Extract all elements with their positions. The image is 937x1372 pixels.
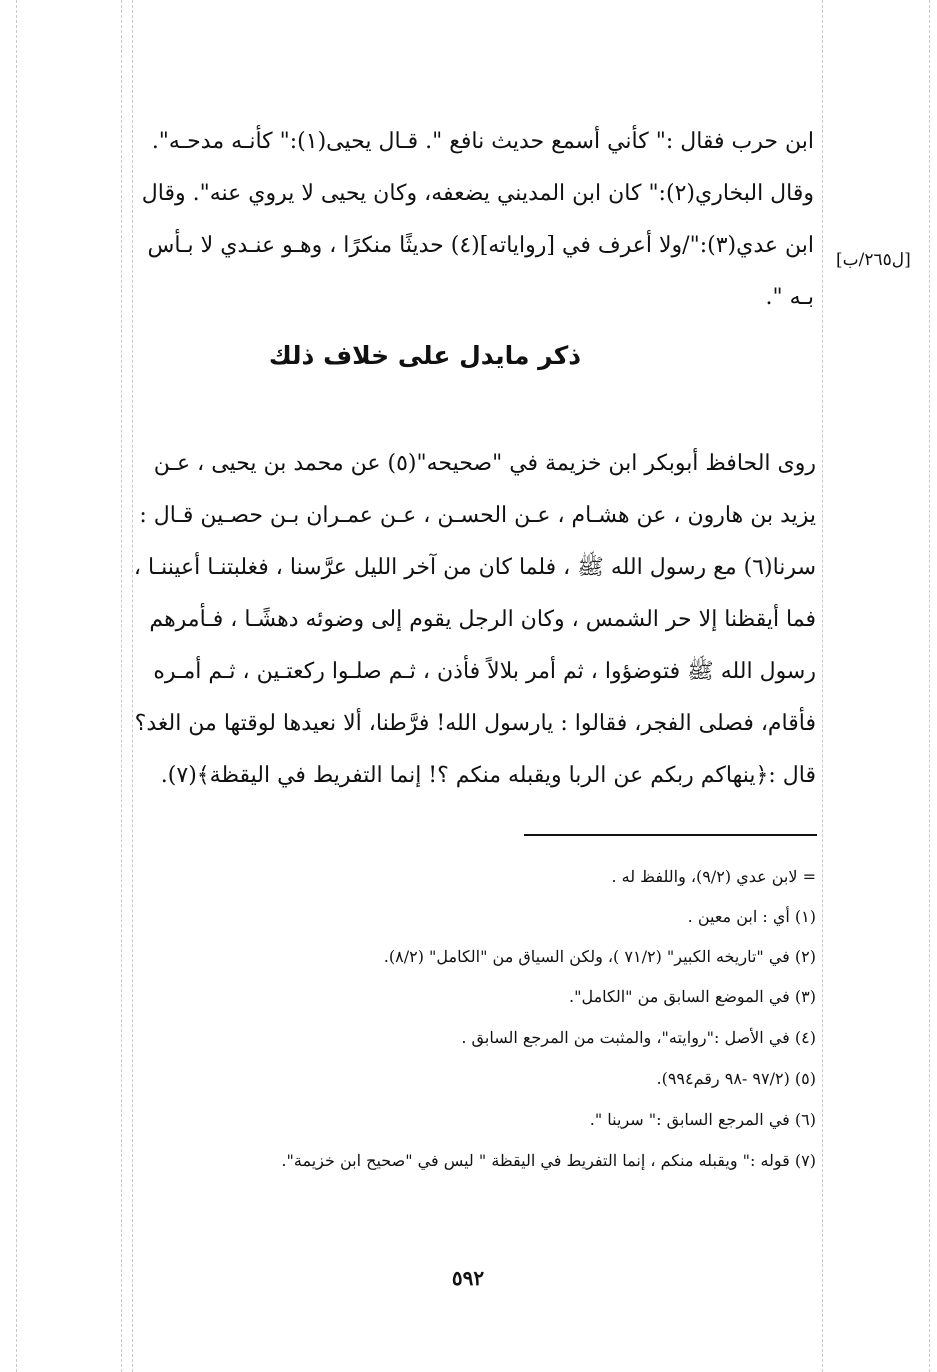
text-line: فما أيقظنا إلا حر الشمس ، وكان الرجل يقوم إلى وضوئه دهشًـا ، فـأمرهم bbox=[149, 607, 816, 632]
scan-guide-line bbox=[822, 0, 823, 1372]
footnote: (٥) (٩٧/٢ -٩٨ رقم٩٩٤). bbox=[656, 1069, 816, 1088]
footnote: (٦) في المرجع السابق :" سرينا ". bbox=[589, 1110, 816, 1129]
footnote: (٤) في الأصل :"روايته"، والمثبت من المرجع السابق . bbox=[461, 1028, 816, 1047]
text-line: يزيد بن هارون ، عن هشـام ، عـن الحسـن ، عـن عمـران بـن حصـين قـال : bbox=[139, 503, 816, 528]
scan-guide-line bbox=[929, 0, 930, 1372]
text-line: فأقام، فصلى الفجر، فقالوا : يارسول الله! فرَّطنا، ألا نعيدها لوقتها من الغد؟ bbox=[134, 711, 816, 736]
text-line: ابن عدي(٣):"/ولا أعرف في [رواياته](٤) حديثًا منكرًا ، وهـو عنـدي لا بـأس bbox=[147, 233, 814, 258]
section-heading: ذكر مايدل على خلاف ذلك bbox=[268, 341, 582, 370]
footnotes bbox=[200, 864, 816, 1204]
footnote: = لابن عدي (٩/٢)، واللفظ له . bbox=[611, 867, 816, 886]
text-line: وقال البخاري(٢):" كان ابن المديني يضعفه، وكان يحيى لا يروي عنه". وقال bbox=[141, 181, 814, 206]
text-line: رسول الله ﷺ فتوضؤوا ، ثم أمر بلالاً فأذن ، ثـم صلـوا ركعتـين ، ثـم أمـره bbox=[153, 659, 816, 684]
main-paragraph bbox=[104, 446, 816, 786]
scan-guide-line bbox=[16, 0, 17, 1372]
manuscript-folio-note: [ل٢٦٥/ب] bbox=[836, 250, 911, 270]
text-line: روى الحافظ أبوبكر ابن خزيمة في "صحيحه"(٥) عن محمد بن يحيى ، عـن bbox=[153, 451, 816, 476]
text-line: سرنا(٦) مع رسول الله ﷺ ، فلما كان من آخر الليل عرَّسنا ، فغلبتنـا أعيننـا ، bbox=[133, 555, 816, 580]
page-number: ٥٩٢ bbox=[451, 1266, 485, 1290]
footnote: (١) أي : ابن معين . bbox=[687, 907, 816, 926]
footnote-separator bbox=[524, 834, 817, 836]
top-paragraph bbox=[108, 124, 814, 334]
footnote: (٧) قوله :" ويقبله منكم ، إنما التفريط في اليقظة " ليس في "صحيح ابن خزيمة". bbox=[281, 1151, 816, 1170]
footnote: (٣) في الموضع السابق من "الكامل". bbox=[569, 987, 816, 1006]
text-line: قال :﴿ينهاكم ربكم عن الربا ويقبله منكم ؟! إنما التفريط في اليقظة﴾(٧). bbox=[160, 763, 816, 788]
text-line: بـه ". bbox=[765, 285, 814, 310]
text-line: ابن حرب فقال :" كأني أسمع حديث نافع ". قـال يحيى(١):" كأنـه مدحـه". bbox=[151, 129, 814, 154]
footnote: (٢) في "تاريخه الكبير" (٧١/٢ )، ولكن السياق من "الكامل" (٨/٢). bbox=[383, 947, 816, 966]
